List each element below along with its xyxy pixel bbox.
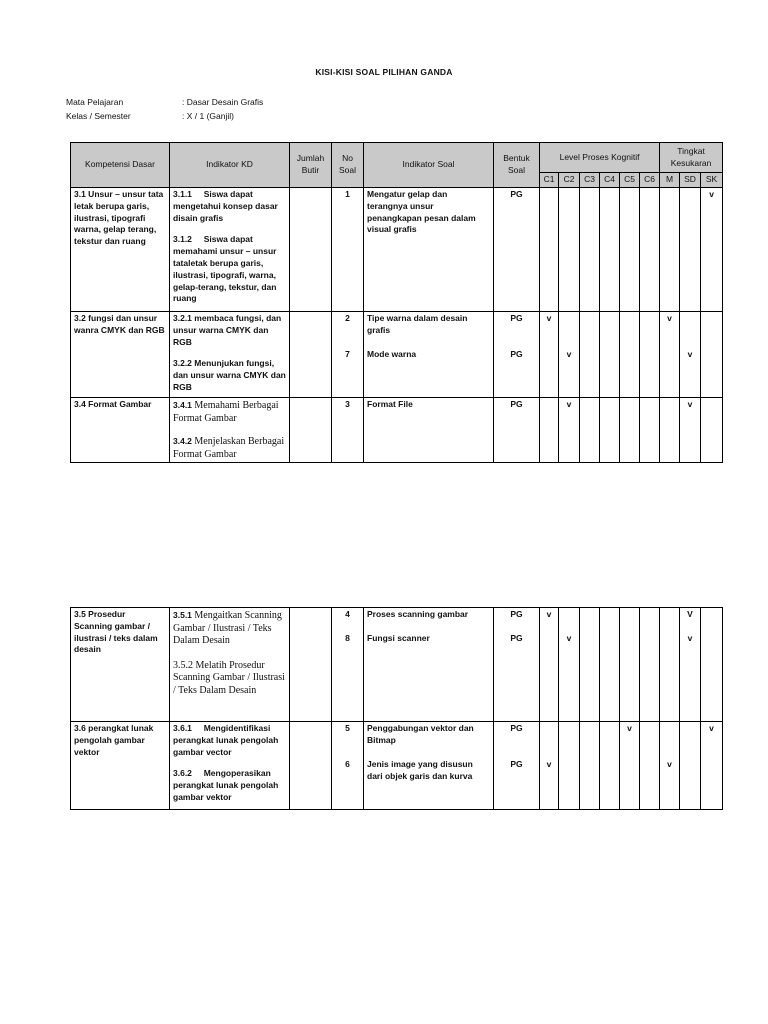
bentuk-soal-6: PG — [510, 759, 523, 769]
cell-kd-3-4: 3.4 Format Gambar — [71, 398, 170, 463]
indikator-3-5-2: 3.5.2 Melatih Prosedur Scanning Gambar / Ilustrasi / Teks Dalam Desain — [173, 659, 285, 696]
indikator-3-5-1-num: 3.5.1 — [173, 610, 192, 620]
cell-jumlah-3-5 — [290, 608, 332, 722]
check-m-soal-6: v — [667, 759, 672, 769]
header-kompetensi-dasar: Kompetensi Dasar — [71, 143, 170, 188]
no-soal-4: 4 — [345, 609, 350, 619]
table-row-3-1 — [71, 188, 723, 312]
cell-jumlah-3-6 — [290, 722, 332, 810]
cell-no-soal-3-4: 3 — [332, 398, 364, 463]
indikator-3-4-2 — [173, 435, 286, 461]
indikator-soal-8: Fungsi scanner — [367, 633, 430, 643]
check-c2-3-5 — [559, 608, 580, 722]
cell-jumlah-3-1 — [290, 188, 332, 312]
indikator-3-6-2: 3.6.2 Mengoperasikan perangkat lunak pengolah gambar vektor — [173, 768, 281, 802]
cell-kd-3-6: 3.6 perangkat lunak pengolah gambar vektor — [71, 722, 170, 810]
check-c5-3-6: v — [620, 722, 640, 810]
meta-row-subject — [66, 95, 263, 109]
header-c1: C1 — [540, 173, 559, 188]
check-c2-3-4: v — [559, 398, 580, 463]
indikator-3-4-2-text: Menjelaskan Berbagai Format Gambar — [173, 436, 285, 460]
bentuk-soal-8: PG — [510, 633, 523, 643]
cell-bentuk-3-2 — [494, 312, 540, 398]
cell-indikator-kd-3-4 — [170, 398, 290, 463]
check-sd-3-4: v — [680, 398, 701, 463]
header-sk: SK — [701, 173, 723, 188]
check-sd-3-5 — [680, 608, 701, 722]
table-row-3-2 — [71, 312, 723, 398]
cell-kd-3-2: 3.2 fungsi dan unsur wanra CMYK dan RGB — [71, 312, 170, 398]
cell-indikator-kd-3-2 — [170, 312, 290, 398]
indikator-3-5-1-text: Mengaitkan Scanning Gambar / Ilustrasi / Teks Dalam Desain — [173, 610, 282, 646]
cell-bentuk-3-6 — [494, 722, 540, 810]
indikator-3-2-2: 3.2.2 Menunjukan fungsi, dan unsur warna CMYK dan RGB — [173, 358, 286, 392]
cell-indikator-soal-3-6 — [364, 722, 494, 810]
no-soal-8: 8 — [345, 633, 350, 643]
header-c2: C2 — [559, 173, 580, 188]
no-soal-6: 6 — [345, 759, 350, 769]
header-jumlah-butir: Jumlah Butir — [290, 143, 332, 188]
check-m-3-6 — [660, 722, 680, 810]
check-m-3-2: v — [660, 312, 680, 398]
bentuk-soal-2: PG — [510, 313, 523, 323]
cell-bentuk-3-1: PG — [494, 188, 540, 312]
indikator-3-2-1: 3.2.1 membaca fungsi, dan unsur warna CMYK dan RGB — [173, 313, 282, 347]
indikator-3-6-1: 3.6.1 Mengidentifikasi perangkat lunak pengolah gambar vector — [173, 723, 281, 757]
bentuk-soal-7: PG — [510, 349, 523, 359]
header-no-soal: No Soal — [332, 143, 364, 188]
cell-indikator-soal-3-5 — [364, 608, 494, 722]
table-row-3-6 — [71, 722, 723, 810]
check-sd-soal-4: V — [687, 609, 693, 619]
indikator-soal-5: Penggabungan vektor dan Bitmap — [367, 723, 474, 745]
cell-kd-3-1: 3.1 Unsur – unsur tata letak berupa garis, ilustrasi, tipografi warna, gelap terang, tekstur dan ruang — [71, 188, 170, 312]
check-sk-3-6: v — [701, 722, 723, 810]
cell-indikator-kd-3-6 — [170, 722, 290, 810]
check-c1-3-5: v — [540, 608, 559, 722]
indikator-3-4-1 — [173, 399, 286, 425]
indikator-soal-7: Mode warna — [367, 349, 417, 359]
header-tingkat-kesukaran: Tingkat Kesukaran — [660, 143, 723, 173]
cell-indikator-soal-3-1: Mengatur gelap dan terangnya unsur penangkapan pesan dalam visual grafis — [364, 188, 494, 312]
no-soal-2: 2 — [345, 313, 350, 323]
cell-no-soal-3-2 — [332, 312, 364, 398]
check-c1-soal-6: v — [546, 759, 552, 769]
cell-jumlah-3-2 — [290, 312, 332, 398]
subject-value: : Dasar Desain Grafis — [182, 97, 264, 107]
cell-indikator-kd-3-5 — [170, 608, 290, 722]
cell-no-soal-3-5 — [332, 608, 364, 722]
document-title: KISI-KISI SOAL PILIHAN GANDA — [315, 67, 453, 77]
check-c1-3-2: v — [540, 312, 559, 398]
grid-table-page-1 — [70, 142, 723, 463]
check-c1-3-6 — [540, 722, 559, 810]
class-value: : X / 1 (Ganjil) — [182, 111, 234, 121]
header-c3: C3 — [580, 173, 600, 188]
header-c4: C4 — [600, 173, 620, 188]
header-c6: C6 — [640, 173, 660, 188]
indikator-3-4-1-text: Memahami Berbagai Format Gambar — [173, 400, 279, 424]
table-row-3-4 — [71, 398, 723, 463]
no-soal-5: 5 — [345, 723, 350, 733]
grid-table-page-2 — [70, 607, 723, 810]
class-label: Kelas / Semester — [66, 111, 131, 121]
indikator-3-5-1 — [173, 609, 286, 648]
bentuk-soal-4: PG — [510, 609, 523, 619]
check-c2-3-2 — [559, 312, 580, 398]
cell-indikator-kd-3-1 — [170, 188, 290, 312]
cell-kd-3-5: 3.5 Prosedur Scanning gambar / ilustrasi / teks dalam desain — [71, 608, 170, 722]
header-bentuk-soal: Bentuk Soal — [494, 143, 540, 188]
bentuk-soal-5: PG — [510, 723, 523, 733]
indikator-3-4-1-num: 3.4.1 — [173, 400, 192, 410]
document-meta — [66, 95, 263, 123]
indikator-soal-4: Proses scanning gambar — [367, 609, 469, 619]
header-indikator-kd: Indikator KD — [170, 143, 290, 188]
cell-indikator-soal-3-4: Format File — [364, 398, 494, 463]
check-c2-soal-7: v — [566, 349, 572, 359]
table-row-3-5 — [71, 608, 723, 722]
check-sd-3-2 — [680, 312, 701, 398]
header-m: M — [660, 173, 680, 188]
check-sk-3-1: v — [701, 188, 723, 312]
cell-jumlah-3-4 — [290, 398, 332, 463]
header-indikator-soal: Indikator Soal — [364, 143, 494, 188]
subject-label: Mata Pelajaran — [66, 97, 124, 107]
header-level-proses-kognitif: Level Proses Kognitif — [540, 143, 660, 173]
indikator-soal-6: Jenis image yang disusun dari objek garis dan kurva — [367, 759, 473, 781]
cell-no-soal-3-1: 1 — [332, 188, 364, 312]
cell-bentuk-3-4: PG — [494, 398, 540, 463]
check-sd-soal-7: v — [687, 349, 693, 359]
cell-no-soal-3-6 — [332, 722, 364, 810]
header-c5: C5 — [620, 173, 640, 188]
indikator-3-4-2-num: 3.4.2 — [173, 436, 192, 446]
check-sd-soal-8: v — [687, 633, 693, 643]
indikator-3-1-1: 3.1.1 Siswa dapat mengetahui konsep dasar disain grafis — [173, 189, 281, 223]
indikator-soal-2: Tipe warna dalam desain grafis — [367, 313, 468, 335]
header-sd: SD — [680, 173, 701, 188]
cell-bentuk-3-5 — [494, 608, 540, 722]
meta-row-class — [66, 109, 263, 123]
cell-indikator-soal-3-2 — [364, 312, 494, 398]
check-c2-soal-8: v — [566, 633, 572, 643]
no-soal-7: 7 — [345, 348, 350, 359]
indikator-3-1-2: 3.1.2 Siswa dapat memahami unsur – unsur tataletak berupa garis, ilustrasi, tipografi, warna, gelap-terang, tekstur, dan ruang — [173, 234, 279, 304]
